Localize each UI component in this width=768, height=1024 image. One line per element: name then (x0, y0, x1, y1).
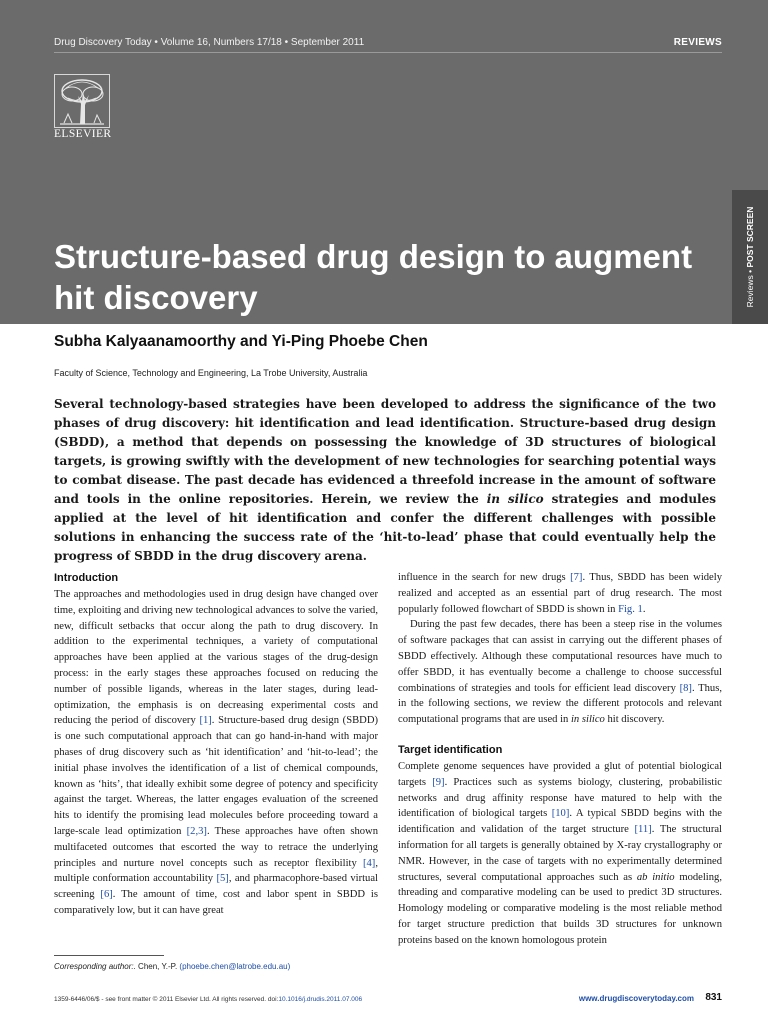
elsevier-logo (54, 74, 110, 142)
body-paragraph: During the past few decades, there has been a steep rise in the volumes of software packages that can assist in carrying out the different phases of SBDD effectively. Although these computational resources have much to offer SBDD, it has eventually become a challenge to choose successful combinations of strategies and tools for efficient lead discovery [8]. Thus, in the following sections, we review the different protocols and relevant computational programs that are used in in silico hit discovery. (398, 619, 722, 726)
citation-link[interactable]: [5] (216, 873, 229, 885)
banner-rule (54, 52, 722, 53)
citation-link[interactable]: [7] (570, 572, 583, 583)
article-title: Structure-based drug design to augment hit discovery (54, 238, 693, 316)
right-column (398, 570, 722, 949)
page-number: 831 (705, 992, 722, 1003)
author-affiliation: Faculty of Science, Technology and Engineering, La Trobe University, Australia (54, 368, 368, 378)
author-email-link[interactable]: (phoebe.chen@latrobe.edu.au) (179, 962, 291, 971)
citation-link[interactable]: [4] (362, 857, 376, 869)
figure-link[interactable]: Fig. 1 (618, 603, 643, 615)
side-tab-text: Reviews • POST SCREEN (745, 206, 755, 308)
body-paragraph: Complete genome sequences have provided a glut of potential biological targets [9]. Practices such as systems biology, clustering, probabilistic networks and drug affinity response have matured to help with the identification of biological targets [10]. A typical SBDD begins with the identification and validation of the target structure [11]. The structural information for all targets is generally obtained by X-ray crystallography or NMR. However, in the case of targets with no experimentally determined structures, several computational approaches such as ab initio modeling, threading and comparative modeling can be used to predict 3D structures. Homology modeling or comparative modeling is the most reliable method for target structure prediction that builds 3D structures for unknown proteins based on the known homologous protein (398, 760, 723, 946)
corresponding-author-note: Corresponding author:. Chen, Y.-P. (phoebe.chen@latrobe.edu.au) (54, 962, 291, 971)
copyright-line: 1359-6446/06/$ - see front matter © 2011 Elsevier Ltd. All rights reserved. doi:10.1016/j.drudis.2011.07.006 (54, 996, 363, 1003)
citation-link[interactable]: [10] (551, 808, 570, 820)
publisher-wordmark: ELSEVIER (54, 128, 112, 140)
header-banner (0, 0, 768, 324)
citation-link[interactable]: [1] (199, 715, 212, 727)
article-authors: Subha Kalyaanamoorthy and Yi-Ping Phoebe Chen (54, 333, 428, 350)
citation-link[interactable]: [8] (679, 682, 692, 694)
journal-url-link[interactable]: www.drugdiscoverytoday.com (578, 994, 694, 1003)
citation-link[interactable]: [6] (100, 889, 113, 901)
article-abstract: Several technology-based strategies have been developed to address the significance of the two phases of drug discovery: hit identification and lead identification. Structure-based drug design (SBDD), a method that depends on possessing the knowledge of 3D structures of biological targets, is growing swiftly with the development of new technologies for searching potential ways to combat disease. The past decade has evidenced a threefold increase in the amount of software and tools in the online repositories. Herein, we review the in silico strategies and modules applied at the level of hit identification and confer the different challenges with possible solutions in enhancing the success rate of the ‘hit-to-lead’ phase that could eventually help the progress of SBDD in the drug discovery arena. (54, 397, 717, 563)
elsevier-tree-icon (54, 74, 110, 128)
footnote-rule (54, 955, 164, 956)
citation-link[interactable]: [2,3] (186, 825, 207, 837)
citation-link[interactable]: [11] (634, 824, 652, 836)
doi-link[interactable]: 10.1016/j.drudis.2011.07.006 (278, 996, 363, 1003)
section-tag: REVIEWS (673, 37, 722, 48)
journal-citation: Drug Discovery Today • Volume 16, Numbers 17/18 • September 2011 (54, 37, 365, 48)
introduction-heading: Introduction (54, 572, 119, 584)
citation-link[interactable]: [9] (432, 776, 445, 788)
body-paragraph: influence in the search for new drugs [7]. Thus, SBDD has been widely realized and accepted as an essential part of drug research. The most popularly followed flowchart of SBDD is shown in Fig. 1. (398, 572, 722, 615)
introduction-paragraph: The approaches and methodologies used in drug design have changed over time, exploiting and driving new technological advances to solve the varied, new, difficult setbacks that occur along the path to drug discovery. In addition to the experimental techniques, a variety of computational approaches have been applied at the various stages of the drug-design process: in the early stages these approaches focused on reducing the number of possible ligands, whereas in the later stages, during lead-optimization, the emphasis is on decreasing experimental costs and reducing the period of discovery [1]. Structure-based drug design (SBDD) is one such computational approach that can go hand-in-hand with major phases of drug discovery such as ‘hit identification’ and ‘hit-to-lead’; the initial phase involves the identification of a list of chemical compounds, known as ‘hits’, that ideally exhibit some degree of potency and specificity against the target. Whereas, the latter engages evaluation of the screened hits to identify the promising lead molecules before proceeding toward a large-scale lead optimization [2,3]. These approaches have often shown multifaceted outcomes that escorted the way to retrace the underlying principles and nurture novel concepts such as receptor flexibility [4], multiple conformation accountability [5], and pharmacophore-based virtual screening [6]. The amount of time, cost and labor spent in SBDD is comparatively low, but it can have great (54, 589, 378, 916)
left-column (54, 570, 378, 919)
side-section-tab (732, 190, 768, 324)
target-identification-heading: Target identification (398, 743, 503, 756)
